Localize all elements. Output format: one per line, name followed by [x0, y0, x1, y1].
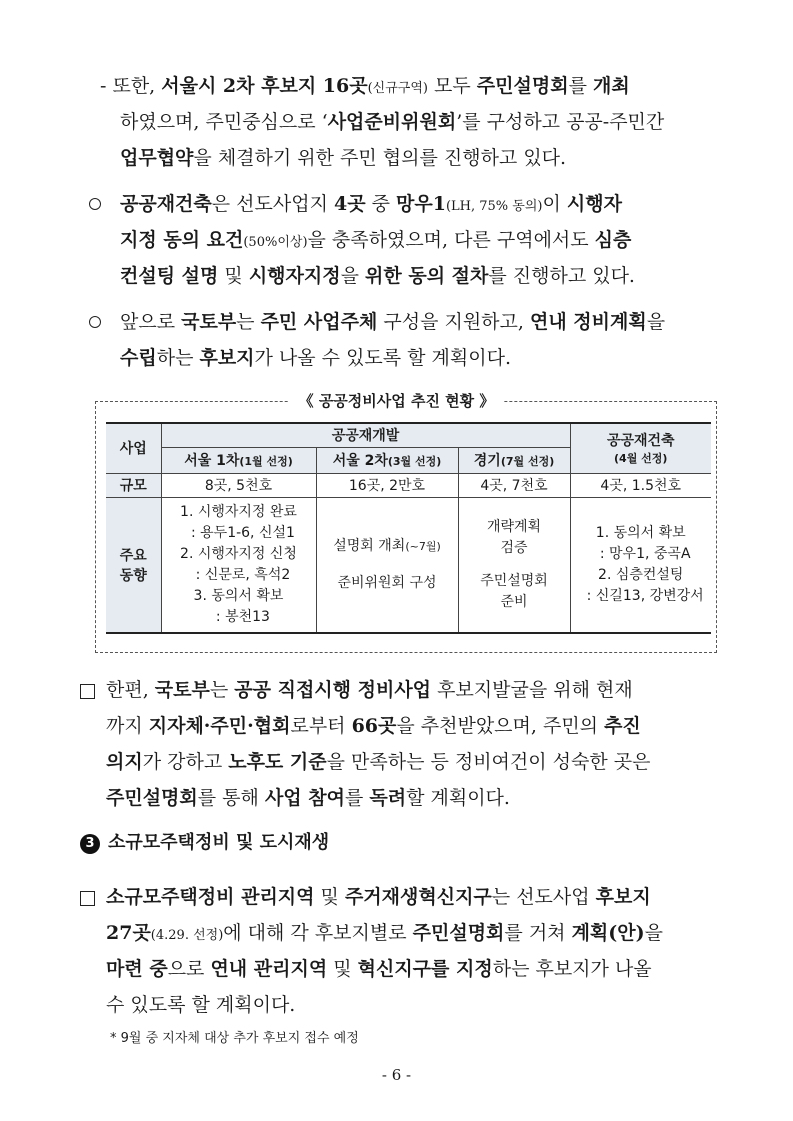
table-cell: 개략계획 검증 주민설명회 준비	[458, 497, 570, 633]
text-line: 수 있도록 할 계획이다.	[106, 994, 296, 1016]
text-line: 업무협약을 체결하기 위한 주민 협의를 진행하고 있다.	[120, 147, 567, 169]
text-line: 마련 중으로 연내 관리지역 및 혁신지구를 지정하는 후보지가 나올	[106, 958, 652, 980]
text-line: 지정 동의 요건(50%이상)을 충족하였으며, 다른 구역에서도 심층	[120, 229, 632, 251]
section-heading: 3 소규모주택정비 및 도시재생	[80, 828, 329, 854]
row-label-scale: 규모	[106, 473, 161, 497]
table-cell: 8곳, 5천호	[161, 473, 316, 497]
header-gyeonggi: 경기(7월 선정)	[458, 447, 570, 473]
checkbox-square-icon	[80, 684, 95, 699]
status-table	[106, 422, 711, 634]
header-seoul-1: 서울 1차(1월 선정)	[161, 447, 316, 473]
footnote: * 9월 중 지자체 대상 추가 후보지 접수 예정	[110, 1031, 359, 1046]
text-line: 수립하는 후보지가 나올 수 있도록 할 계획이다.	[120, 347, 512, 369]
text-line: 27곳(4.29. 선정)에 대해 각 후보지별로 주민설명회를 거쳐 계획(안)을	[106, 922, 663, 944]
header-business: 사업	[106, 423, 161, 473]
text-line: 의지가 강하고 노후도 기준을 만족하는 등 정비여건이 성숙한 곳은	[106, 751, 651, 773]
header-seoul-2: 서울 2차(3월 선정)	[316, 447, 458, 473]
text-line: 한편, 국토부는 공공 직접시행 정비사업 후보지발굴을 위해 현재	[106, 679, 633, 701]
text-line: 하였으며, 주민중심으로 ‘사업준비위원회’를 구성하고 공공-주민간	[120, 111, 665, 133]
table-cell: 4곳, 1.5천호	[570, 473, 711, 497]
text-line: 주민설명회를 통해 사업 참여를 독려할 계획이다.	[106, 787, 510, 809]
text-line: 까지 지자체·주민·협회로부터 66곳을 추천받았으며, 주민의 추진	[106, 715, 641, 737]
table-title: 《 공공정비사업 추진 현황 》	[0, 390, 793, 411]
checkbox-square-icon	[80, 891, 95, 906]
text-line: 앞으로 국토부는 주민 사업주체 구성을 지원하고, 연내 정비계획을	[120, 311, 666, 333]
header-rebuild: 공공재건축 (4월 선정)	[570, 423, 711, 473]
table-cell: 4곳, 7천호	[458, 473, 570, 497]
table-cell: 1. 동의서 확보 : 망우1, 중곡A 2. 심층컨설팅 : 신길13, 강변강서	[570, 497, 711, 633]
row-label-trend: 주요 동향	[106, 497, 161, 633]
table-header-row	[106, 423, 711, 447]
table-cell: 1. 시행자지정 완료 : 용두1-6, 신설1 2. 시행자지정 신청 : 신문로, 흑석2 3. 동의서 확보 : 봉천13	[161, 497, 316, 633]
table-row	[106, 473, 711, 497]
page-number: - 6 -	[381, 1066, 412, 1084]
section-number-badge: 3	[80, 834, 100, 854]
text-line: 소규모주택정비 관리지역 및 주거재생혁신지구는 선도사업 후보지	[106, 886, 651, 908]
table-cell: 16곳, 2만호	[316, 473, 458, 497]
text-line: - 또한, 서울시 2차 후보지 16곳(신규구역) 모두 주민설명회를 개최	[100, 75, 630, 97]
table-row	[106, 497, 711, 633]
text-line: 컨설팅 설명 및 시행자지정을 위한 동의 절차를 진행하고 있다.	[120, 265, 635, 287]
header-redevelop: 공공재개발	[161, 423, 570, 447]
table-cell: 설명회 개최(~7월) 준비위원회 구성	[316, 497, 458, 633]
text-line: 공공재건축은 선도사업지 4곳 중 망우1(LH, 75% 동의)이 시행자	[120, 193, 622, 215]
bullet-circle-icon	[89, 198, 101, 210]
bullet-circle-icon	[89, 316, 101, 328]
